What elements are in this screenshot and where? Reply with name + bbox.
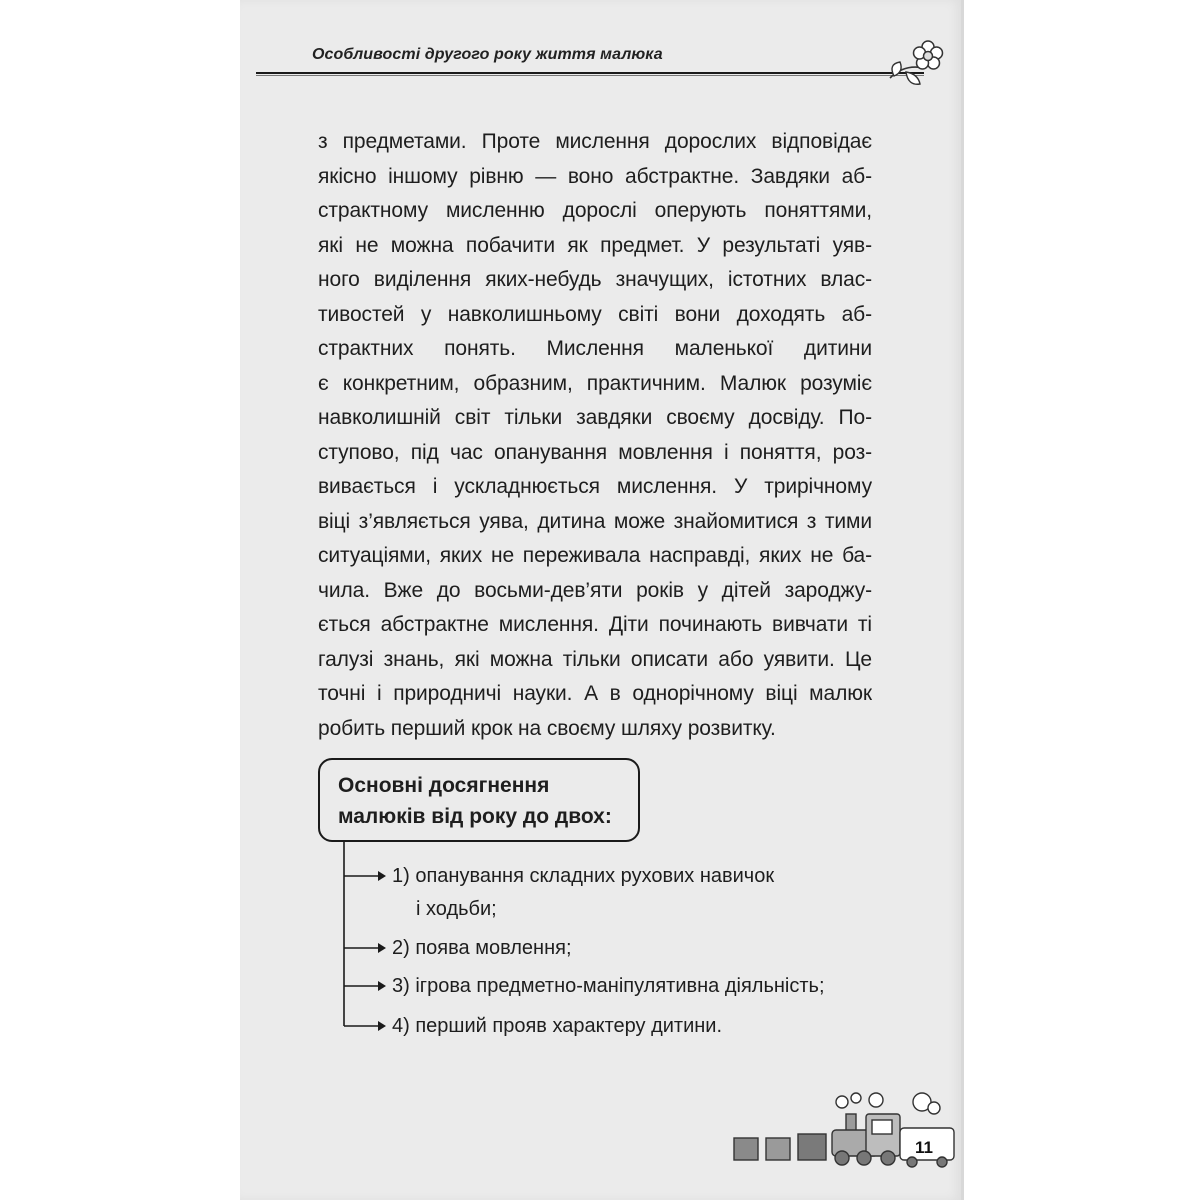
achievement-item: 4) перший прояв характеру дитини. [392,1015,723,1037]
body-paragraph [318,125,872,746]
page-edge [961,0,964,1200]
text-line: є конкретним, образним, практичним. Малюк розуміє [318,371,872,395]
achievements-title-box [318,758,640,842]
text-line: ного виділення яких-небудь значущих, істотних влас- [318,268,872,291]
text-line: з предметами. Проте мислення дорослих відповідає [318,130,872,153]
text-line: які не можна побачити як предмет. У результаті уяв- [318,233,872,257]
header-rule-thin [256,75,924,76]
text-line: ситуаціями, яких не переживала насправді, яких не ба- [318,544,872,567]
text-line: робить перший крок на своєму шляху розвитку. [318,716,776,740]
achievement-item: 2) поява мовлення; [392,937,572,959]
text-line: вивається і ускладнюється мислення. У трирічному [318,475,872,498]
text-line: галузі знань, які можна тільки описати або уявити. Це [318,647,872,671]
flower-icon [884,34,948,94]
text-line: ступово, під час опанування мовлення і поняття, роз- [318,440,872,464]
text-line: якісно іншому рівню — воно абстрактне. Завдяки аб- [318,164,872,188]
text-line: страктному мисленню дорослі оперують поняттями, [318,199,872,222]
text-line: точні і природничі науки. А в однорічному віці малюк [318,682,872,705]
text-line: страктних понять. Мислення маленької дитини [318,337,872,360]
text-line: навколишній світ тільки завдяки своєму досвіду. По- [318,406,872,429]
page-number: 11 [915,1138,933,1157]
running-header: Особливості другого року життя малюка [312,46,663,63]
bracket-tree-arrows [330,842,390,1042]
achievement-item: 3) ігрова предметно-маніпулятивна діяльність; [392,975,825,997]
text-line: чила. Вже до восьми-дев’яти років у дітей зароджу- [318,578,872,602]
text-line: тивостей у навколишньому світі вони доходять аб- [318,302,872,326]
achievement-item: 1) опанування складних рухових навичок [392,865,775,887]
achievement-item-continuation: і ходьби; [416,898,497,920]
text-line: віці з’являється уява, дитина може знайомитися з тими [318,509,872,533]
text-line: ється абстрактне мислення. Діти починають вивчати ті [318,613,872,636]
header-rule [256,72,924,74]
achievements-title-line: Основні досягнення [338,774,550,797]
achievements-title-line: малюків від року до двох: [338,805,612,828]
